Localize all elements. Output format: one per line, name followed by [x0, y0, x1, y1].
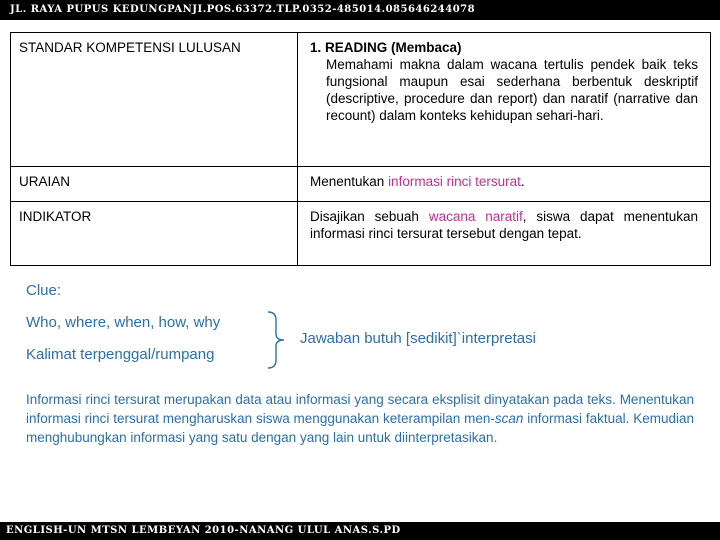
uraian-value	[298, 167, 711, 202]
reading-body: Memahami makna dalam wacana tertulis pendek baik teks fungsional maupun esai sederhana berbentuk deskriptif (descriptive, procedure dan report) dan naratif (narrative dan recount) dalam konteks kehidupan sehari-hari.	[326, 57, 698, 123]
uraian-prefix: Menentukan	[310, 174, 389, 189]
uraian-highlight: informasi rinci tersurat	[388, 174, 521, 189]
footer-credit: ENGLISH-UN MTSN LEMBEYAN 2010-NANANG ULUL ANAS.S.PD	[0, 522, 720, 540]
competency-table	[10, 32, 711, 266]
explanation-italic: scan	[494, 411, 524, 426]
clue-question-words: Who, where, when, how, why	[26, 314, 221, 331]
indikator-prefix: Disajikan sebuah	[310, 209, 429, 224]
table-row	[11, 167, 711, 202]
uraian-label: URAIAN	[11, 167, 298, 202]
clue-title: Clue:	[26, 282, 62, 299]
clue-answer: Jawaban butuh [sedikit]`interpretasi	[300, 330, 536, 347]
uraian-suffix: .	[520, 174, 525, 189]
indikator-label: INDIKATOR	[11, 202, 298, 266]
standar-kompetensi-label: STANDAR KOMPETENSI LULUSAN	[11, 33, 298, 167]
table-row	[11, 33, 711, 167]
indikator-suffix: , siswa dapat menentukan informasi rinci tersurat tersebut dengan tepat.	[310, 209, 698, 241]
standar-kompetensi-value	[298, 33, 711, 167]
header-address: JL. RAYA PUPUS KEDUNGPANJI.POS.63372.TLP.0352-485014.085646244078	[0, 0, 720, 20]
table-row	[11, 202, 711, 266]
right-brace-icon	[264, 310, 294, 370]
reading-title: 1. READING (Membaca)	[310, 40, 462, 55]
explanation-part2: informasi faktual. Kemudian menghubungkan informasi yang satu dengan yang lain untuk diinterpretasikan.	[26, 411, 694, 445]
indikator-value	[298, 202, 711, 266]
explanation-paragraph	[26, 390, 694, 447]
explanation-part1: Informasi rinci tersurat merupakan data atau informasi yang secara eksplisit dinyatakan pada teks. Menentukan informasi rinci tersurat mengharuskan siswa menggunakan keterampilan men-	[26, 392, 694, 426]
indikator-highlight: wacana naratif	[428, 209, 523, 224]
clue-kalimat: Kalimat terpenggal/rumpang	[26, 346, 215, 363]
